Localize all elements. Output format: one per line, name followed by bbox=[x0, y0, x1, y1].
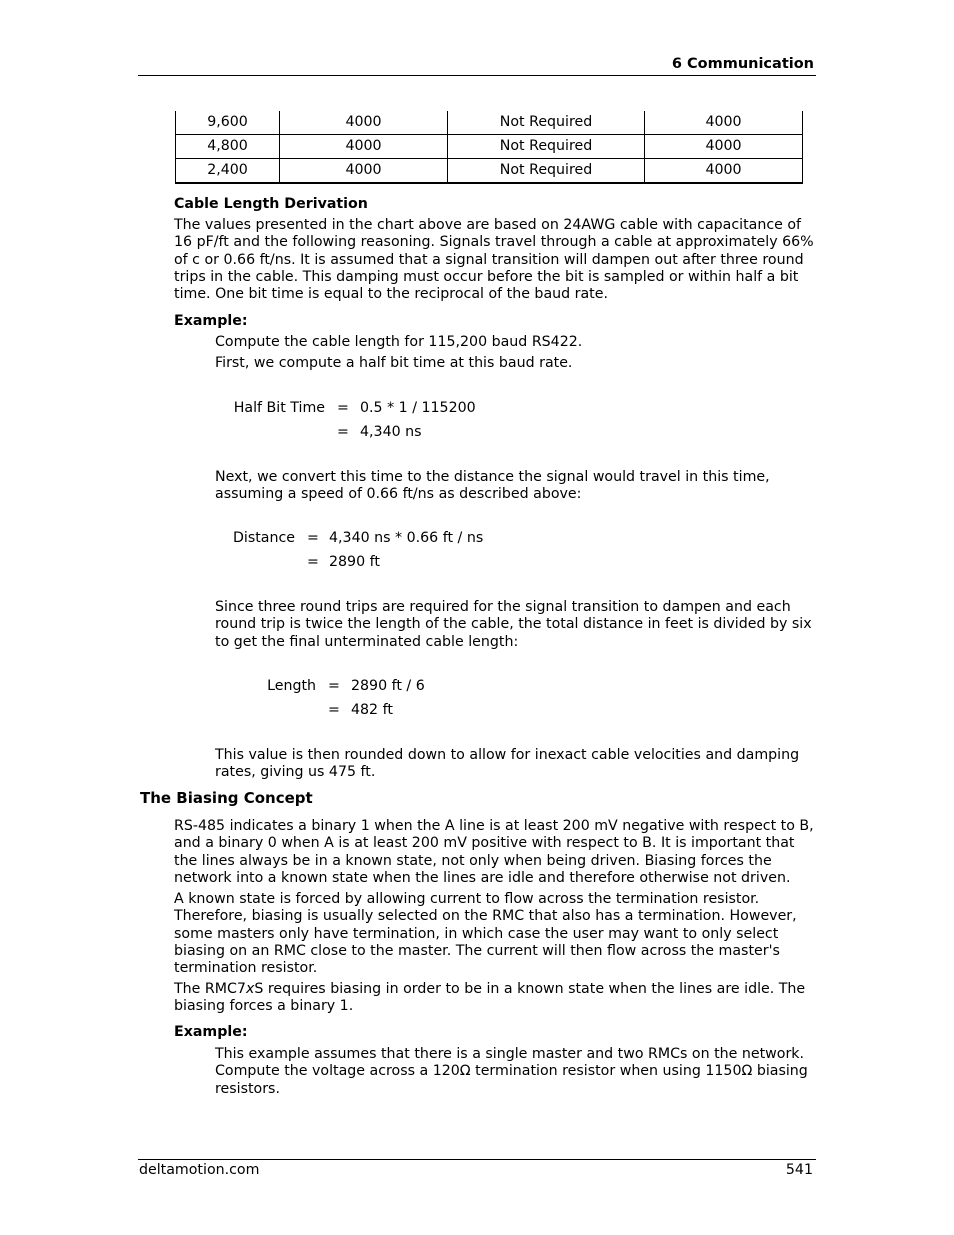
rounding-paragraph: This value is then rounded down to allow for inexact cable velocities and damping rates, giving us 475 ft. bbox=[215, 747, 800, 781]
round-trip-paragraph: Since three round trips are required for the signal transition to dampen and each round trip is twice the length of the cable, the total distance in feet is divided by six to get the final unterminated cable length: bbox=[215, 599, 812, 650]
biasing-section-heading: The Biasing Concept bbox=[140, 789, 313, 807]
biasing-paragraph: A known state is forced by allowing current to flow across the termination resistor. Therefore, biasing is usually selected on the RMC that also has a termination. However, some masters only have termination, in which case the user may want to only select biasing on an RMC close to the master. The current will then flow across the master's termination resistor. bbox=[174, 891, 797, 977]
table-cell: 4,800 bbox=[176, 135, 280, 159]
cable-length-paragraph: The values presented in the chart above are based on 24AWG cable with capacitance of 16 pF/ft and the following reasoning. Signals travel through a cable at approximately 66% of c or 0.66 ft/ns. It is assumed that a signal transition will dampen out after three round trips in the cable. This damping must occur before the bit is sampled or within half a bit time. One bit time is equal to the reciprocal of the baud rate. bbox=[174, 217, 814, 303]
biasing-example-paragraph: This example assumes that there is a single master and two RMCs on the network. Compute the voltage across a 120Ω termination resistor when using 1150Ω biasing resistors. bbox=[215, 1046, 808, 1097]
table-cell: Not Required bbox=[448, 159, 645, 184]
text-run: The RMC7 bbox=[174, 981, 246, 997]
equation-value: 4,340 ns * 0.66 ft / ns bbox=[329, 530, 484, 546]
cable-length-heading: Cable Length Derivation bbox=[174, 196, 368, 212]
table-cell: 9,600 bbox=[176, 111, 280, 135]
example-label: Example: bbox=[174, 313, 248, 329]
table-cell: 4000 bbox=[645, 159, 803, 184]
equation-value: 482 ft bbox=[351, 702, 393, 718]
biasing-paragraph: RS-485 indicates a binary 1 when the A line is at least 200 mV negative with respect to B, and a binary 0 when A is at least 200 mV positive with respect to B. It is important that the lines always be in a known state, not only when being driven. Biasing forces the network into a known state when the lines are idle and therefore otherwise not driven. bbox=[174, 818, 814, 886]
baud-rate-table bbox=[175, 111, 803, 184]
equals-sign: = bbox=[307, 530, 319, 546]
equation-label: Distance bbox=[232, 530, 295, 546]
text-run: S requires biasing in order to be in a known state when the lines are idle. The biasing forces a binary 1. bbox=[174, 981, 806, 1015]
table-cell: Not Required bbox=[448, 135, 645, 159]
equals-sign: = bbox=[328, 702, 340, 718]
example-label: Example: bbox=[174, 1024, 248, 1040]
table-cell: 4000 bbox=[645, 135, 803, 159]
biasing-paragraph bbox=[174, 981, 819, 1016]
table-row bbox=[176, 135, 803, 159]
page-number: 541 bbox=[785, 1162, 813, 1178]
table-row bbox=[176, 111, 803, 135]
example-line: Compute the cable length for 115,200 baud RS422. bbox=[215, 334, 583, 350]
table-cell: 4000 bbox=[645, 111, 803, 135]
table-cell: 4000 bbox=[280, 159, 448, 184]
table-cell: Not Required bbox=[448, 111, 645, 135]
equals-sign: = bbox=[307, 554, 319, 570]
footer-site: deltamotion.com bbox=[139, 1162, 260, 1178]
table-cell: 2,400 bbox=[176, 159, 280, 184]
equation-label: Length bbox=[267, 678, 316, 694]
equation-value: 0.5 * 1 / 115200 bbox=[360, 400, 476, 416]
table-cell: 4000 bbox=[280, 111, 448, 135]
header-divider bbox=[138, 75, 816, 76]
page-header-title: 6 Communication bbox=[671, 56, 814, 72]
equation-label: Half Bit Time bbox=[233, 400, 325, 416]
equation-value: 2890 ft / 6 bbox=[351, 678, 425, 694]
equals-sign: = bbox=[337, 424, 349, 440]
equation-value: 4,340 ns bbox=[360, 424, 422, 440]
equation-value: 2890 ft bbox=[329, 554, 380, 570]
equals-sign: = bbox=[337, 400, 349, 416]
table-cell: 4000 bbox=[280, 135, 448, 159]
equals-sign: = bbox=[328, 678, 340, 694]
italic-text: x bbox=[245, 981, 255, 997]
footer-divider bbox=[138, 1159, 816, 1160]
example-line: First, we compute a half bit time at this baud rate. bbox=[215, 355, 573, 371]
conversion-paragraph: Next, we convert this time to the distance the signal would travel in this time, assuming a speed of 0.66 ft/ns as described above: bbox=[215, 469, 770, 503]
table-row bbox=[176, 159, 803, 184]
